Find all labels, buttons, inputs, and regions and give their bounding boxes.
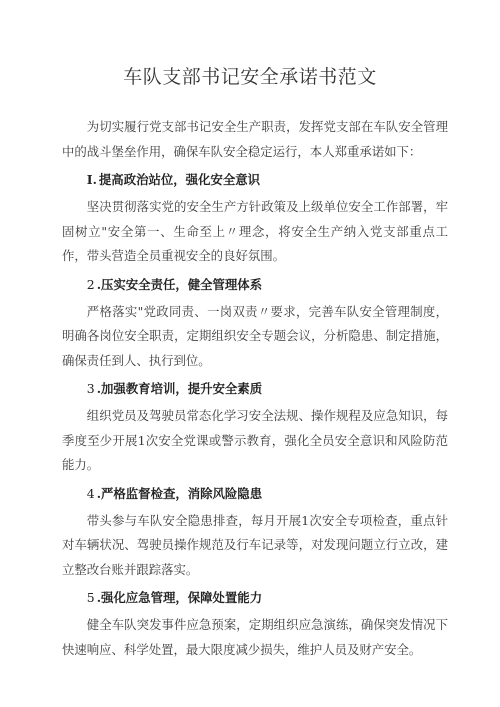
document-title: 车队支部书记安全承诺书范文 (123, 66, 377, 88)
section-number: 2 (86, 276, 95, 292)
section-number: 4 (86, 485, 95, 501)
section-1 (62, 168, 448, 269)
section-paragraph: 组织党员及驾驶员常态化学习安全法规、操作规程及应急知识，每季度至少开展1次安全党课或警示教育，强化全员安全意识和风险防范能力。 (62, 408, 448, 472)
section-number: 3 (86, 381, 95, 396)
section-heading (62, 168, 448, 192)
section-heading-text: .加强教育培训，提升安全素质 (96, 381, 263, 396)
section-heading-text: .严格监督检查，消除风险隐患 (96, 485, 263, 501)
section-2 (62, 273, 448, 374)
section-heading-text: .压实安全责任，健全管理体系 (96, 276, 263, 292)
section-number: 5 (86, 590, 95, 605)
section-heading (62, 586, 448, 610)
document-body (62, 115, 448, 662)
section-heading-text: .强化应急管理，保障处置能力 (96, 590, 263, 605)
section-number: I. (86, 172, 97, 187)
section-paragraph: 严格落实"党政同责、一岗双责〃要求，完善车队安全管理制度，明确各岗位安全职责，定期组织安全专题会议，分析隐患、制定措施，确保责任到人、执行到位。 (62, 303, 448, 368)
section-paragraph: 带头参与车队安全隐患排查，每月开展1次安全专项检查，重点针对车辆状况、驾驶员操作规范及行车记录等，对发现问题立行立改，建立整改台账并跟踪落实。 (62, 512, 448, 577)
section-heading-text: 提高政治站位，强化安全意识 (98, 172, 260, 187)
section-5 (62, 586, 448, 662)
section-heading (62, 273, 448, 297)
section-3 (62, 377, 448, 478)
intro-paragraph: 为切实履行党支部书记安全生产职责，发挥党支部在车队安全管理中的战斗堡垒作用，确保车队安全稳定运行，本人郑重承诺如下： (62, 119, 448, 159)
section-heading (62, 482, 448, 506)
section-4 (62, 482, 448, 583)
section-heading (62, 377, 448, 401)
section-paragraph: 坚决贯彻落实党的安全生产方针政策及上级单位安全工作部署，牢固树立"安全第一、生命至上〃理念，将安全生产纳入党支部重点工作，带头营造全员重视安全的良好氛围。 (62, 199, 448, 263)
section-paragraph: 健全车队突发事件应急预案，定期组织应急演练，确保突发情况下快速响应、科学处置，最大限度减少损失，维护人员及财产安全。 (62, 617, 448, 657)
